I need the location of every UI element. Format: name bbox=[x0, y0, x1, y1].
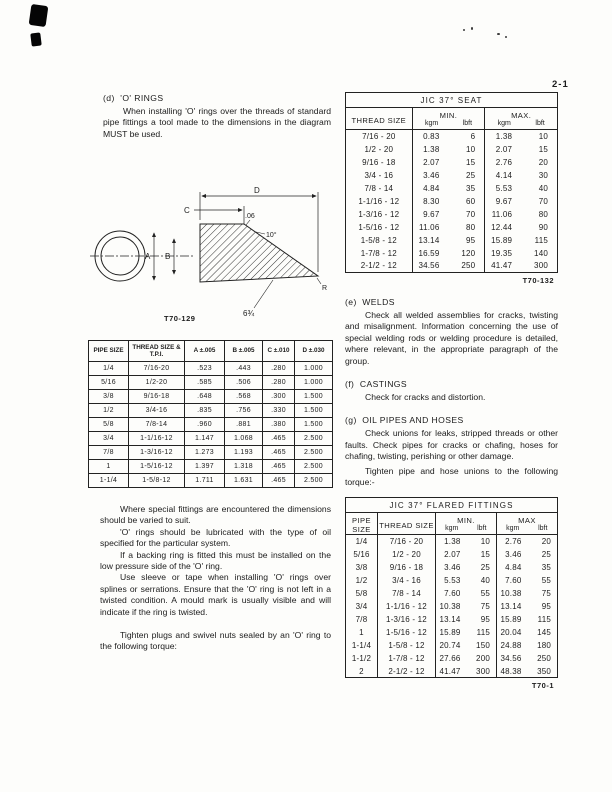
table-cell: .506 bbox=[225, 376, 263, 390]
table-cell: 25 bbox=[480, 562, 490, 572]
table-cell: 7/16 - 20 bbox=[362, 131, 396, 141]
table-cell: 7/8 bbox=[89, 446, 129, 460]
table-cell: 7.60 bbox=[436, 587, 468, 600]
left-column-text bbox=[100, 504, 331, 653]
unit-header: lbft bbox=[523, 120, 557, 130]
table-cell: 115 bbox=[476, 627, 490, 637]
table-cell: 35 bbox=[541, 562, 552, 572]
table-cell: 2.500 bbox=[295, 474, 333, 488]
table-cell: 13.14 bbox=[497, 600, 529, 613]
table-cell: 55 bbox=[541, 575, 552, 585]
table-cell: 16.59 bbox=[412, 247, 450, 260]
table-cell: 350 bbox=[537, 666, 552, 676]
table-cell: 1.193 bbox=[225, 446, 263, 460]
table-row bbox=[89, 362, 333, 376]
table-cell: 250 bbox=[537, 653, 552, 663]
table-cell: .330 bbox=[263, 404, 295, 418]
table-cell: 3/8 bbox=[355, 562, 368, 572]
column-header: C ±.010 bbox=[263, 341, 295, 362]
table-cell: 140 bbox=[534, 248, 548, 258]
column-header: PIPE SIZE bbox=[89, 341, 129, 362]
table-cell: 1/2 bbox=[355, 575, 368, 585]
table-cell: 1-1/16 - 12 bbox=[378, 600, 436, 613]
table-row bbox=[89, 474, 333, 488]
table-cell: .756 bbox=[225, 404, 263, 418]
table-cell: 40 bbox=[538, 183, 548, 193]
table-cell: 7.60 bbox=[497, 574, 529, 587]
table-row bbox=[346, 195, 558, 208]
scan-artifact bbox=[505, 36, 507, 38]
table-row bbox=[89, 418, 333, 432]
oring-tool-diagram-drawing bbox=[88, 180, 332, 332]
table-cell: 2.500 bbox=[295, 432, 333, 446]
table-cell: .443 bbox=[225, 362, 263, 376]
table-cell: 1.068 bbox=[225, 432, 263, 446]
section-g-paragraph: Check unions for leaks, stripped threads or other faults. Check pipes for cracks or chafing, hoses for chafing, twisting, perishing or other damage. bbox=[345, 428, 558, 462]
scan-artifact bbox=[30, 32, 42, 46]
table-row bbox=[346, 208, 558, 221]
table-cell: 7/16-20 bbox=[129, 362, 185, 376]
table-cell: 3/4 bbox=[355, 601, 368, 611]
column-header: MAX. bbox=[485, 108, 558, 121]
table-row bbox=[346, 652, 558, 665]
table-cell: 7/8 - 14 bbox=[378, 587, 436, 600]
table-row bbox=[346, 574, 558, 587]
table-cell: 75 bbox=[480, 601, 490, 611]
table-cell: 7/8 - 14 bbox=[364, 183, 394, 193]
table-cell: 24.88 bbox=[497, 639, 529, 652]
table-cell: 5.53 bbox=[436, 574, 468, 587]
section-g-heading: (g) OIL PIPES AND HOSES bbox=[345, 415, 464, 426]
table-cell: 1-5/16 - 12 bbox=[358, 222, 400, 232]
table-cell: .648 bbox=[185, 390, 225, 404]
table-cell: 25 bbox=[541, 549, 552, 559]
table-cell: 1.38 bbox=[412, 143, 450, 156]
table-cell: .465 bbox=[263, 446, 295, 460]
table-row bbox=[346, 221, 558, 234]
table-cell: 1-5/8 - 12 bbox=[360, 235, 397, 245]
column-header: THREAD SIZE bbox=[378, 513, 436, 535]
unit-header: lbft bbox=[468, 525, 497, 535]
table-cell: 2 bbox=[359, 666, 364, 676]
table-cell: 1/2 bbox=[89, 404, 129, 418]
table-row bbox=[346, 130, 558, 143]
table-cell: .465 bbox=[263, 432, 295, 446]
table-cell: 15.89 bbox=[485, 234, 523, 247]
paragraph: Where special fittings are encountered the dimensions should be varied to suit. bbox=[100, 504, 331, 526]
table-cell: 34.56 bbox=[497, 652, 529, 665]
table-row bbox=[89, 390, 333, 404]
table-cell: .300 bbox=[263, 390, 295, 404]
table-cell: 1.38 bbox=[436, 535, 468, 548]
table-cell: 3/4 bbox=[89, 432, 129, 446]
table-title: JIC 37° SEAT bbox=[346, 93, 558, 108]
table-row bbox=[89, 376, 333, 390]
table-cell: 0.83 bbox=[412, 130, 450, 143]
scan-artifact bbox=[29, 4, 49, 27]
table-cell: 4.14 bbox=[485, 169, 523, 182]
table-title: JIC 37° FLARED FITTINGS bbox=[346, 498, 558, 513]
table-cell: 12.44 bbox=[485, 221, 523, 234]
table-cell: 1.397 bbox=[185, 460, 225, 474]
table-cell: 200 bbox=[476, 653, 490, 663]
table-cell: 20 bbox=[541, 537, 552, 547]
table-cell: 1.38 bbox=[485, 130, 523, 143]
table-cell: 115 bbox=[534, 235, 548, 245]
table-cell: 19.35 bbox=[485, 247, 523, 260]
table-cell: 1.631 bbox=[225, 474, 263, 488]
dimension-table-body bbox=[89, 362, 333, 488]
table-row bbox=[89, 432, 333, 446]
table-row bbox=[346, 234, 558, 247]
table-row bbox=[346, 613, 558, 626]
column-header: THREAD SIZE & T.P.I. bbox=[129, 341, 185, 362]
paragraph: Use sleeve or tape when installing 'O' rings over splines or serrations. Ensure that the 'O' ring is not left in a twisted condition. A mould mark is usually visible and will indicate if the ring is twisted. bbox=[100, 572, 331, 617]
scan-artifact bbox=[471, 27, 473, 30]
table-cell: 3.46 bbox=[412, 169, 450, 182]
table-cell: .465 bbox=[263, 460, 295, 474]
oring-tool-diagram bbox=[88, 180, 332, 332]
table-cell: 1/2 - 20 bbox=[364, 144, 394, 154]
table-cell: 5/16 bbox=[89, 376, 129, 390]
table-cell: 20.04 bbox=[497, 626, 529, 639]
table-cell: 300 bbox=[534, 261, 548, 271]
column-header: MAX bbox=[497, 513, 558, 526]
table-cell: .585 bbox=[185, 376, 225, 390]
table-row bbox=[346, 260, 558, 273]
unit-header: lbft bbox=[529, 525, 558, 535]
dim-b-label: B bbox=[165, 252, 171, 261]
unit-header: kgm bbox=[497, 525, 529, 535]
unit-header: lbft bbox=[450, 120, 484, 130]
table-cell: 2.500 bbox=[295, 446, 333, 460]
table-cell: 7/16 - 20 bbox=[378, 535, 436, 548]
table-cell: 10 bbox=[538, 131, 548, 141]
table-cell: 1.273 bbox=[185, 446, 225, 460]
column-header: A ±.005 bbox=[185, 341, 225, 362]
table-cell: 30 bbox=[538, 170, 548, 180]
table-cell: .465 bbox=[263, 474, 295, 488]
table-cell: 9/16 - 18 bbox=[362, 157, 396, 167]
table-cell: 1-7/8 - 12 bbox=[378, 652, 436, 665]
table-cell: 2-1/2 - 12 bbox=[360, 261, 397, 271]
table-cell: 9/16 - 18 bbox=[378, 561, 436, 574]
section-f-paragraph: Check for cracks and distortion. bbox=[365, 392, 486, 403]
table-cell: 1.500 bbox=[295, 418, 333, 432]
table-cell: 1/2-20 bbox=[129, 376, 185, 390]
seat-table-body bbox=[346, 130, 558, 273]
table-row bbox=[346, 247, 558, 260]
table-cell: 3.46 bbox=[497, 548, 529, 561]
table-cell: 80 bbox=[465, 222, 476, 232]
table-cell: 95 bbox=[541, 601, 552, 611]
column-header: THREAD SIZE bbox=[346, 108, 413, 130]
table-cell: 80 bbox=[538, 209, 548, 219]
table-cell: 1.147 bbox=[185, 432, 225, 446]
table-cell: 4.84 bbox=[412, 182, 450, 195]
table-cell: 6 bbox=[470, 131, 476, 141]
table-cell: 2.76 bbox=[497, 535, 529, 548]
right-column bbox=[345, 92, 558, 690]
table-cell: 4.84 bbox=[497, 561, 529, 574]
section-e-paragraph: Check all welded assemblies for cracks, twisting and misalignment. Information concerning the use of special welding rods or welding procedure is detailed, where relevant, in the appropriate paragraph of the group. bbox=[345, 310, 558, 366]
table-cell: 3/4-16 bbox=[129, 404, 185, 418]
jic-flared-fittings-table bbox=[345, 497, 558, 678]
angle-label: 10° bbox=[266, 232, 277, 239]
table-cell: 1-3/16-12 bbox=[129, 446, 185, 460]
table-caption: T70-1 bbox=[531, 681, 554, 691]
table-cell: 10.38 bbox=[497, 587, 529, 600]
table-cell: 27.66 bbox=[436, 652, 468, 665]
chamfer-dim-label: .06 bbox=[245, 213, 255, 220]
table-row bbox=[346, 639, 558, 652]
table-cell: 35 bbox=[465, 183, 476, 193]
table-cell: 9.67 bbox=[485, 195, 523, 208]
section-d-heading: (d) 'O' RINGS bbox=[103, 93, 164, 103]
table-cell: .881 bbox=[225, 418, 263, 432]
diagram-caption: T70-129 bbox=[164, 314, 196, 323]
table-cell: 1.711 bbox=[185, 474, 225, 488]
column-header: D ±.030 bbox=[295, 341, 333, 362]
table-cell: 10 bbox=[480, 537, 490, 547]
table-cell: 15 bbox=[538, 144, 548, 154]
table-row bbox=[346, 535, 558, 548]
table-cell: 1-5/8 - 12 bbox=[378, 639, 436, 652]
column-header: PIPE SIZE bbox=[346, 513, 378, 535]
dim-c-label: C bbox=[184, 206, 190, 215]
table-row bbox=[346, 143, 558, 156]
jic-seat-table bbox=[345, 92, 558, 273]
column-header: MIN. bbox=[412, 108, 485, 121]
table-cell: 120 bbox=[461, 248, 476, 258]
table-cell: 7/8 bbox=[355, 614, 368, 624]
table-cell: 115 bbox=[537, 614, 552, 624]
table-cell: .835 bbox=[185, 404, 225, 418]
dim-d-label: D bbox=[254, 186, 260, 195]
table-cell: 2.07 bbox=[412, 156, 450, 169]
table-cell: 180 bbox=[537, 640, 552, 650]
table-cell: 11.06 bbox=[485, 208, 523, 221]
table-cell: 13.14 bbox=[412, 234, 450, 247]
section-e-heading: (e) WELDS bbox=[345, 297, 395, 307]
section-d-paragraph: When installing 'O' rings over the threads of standard pipe fittings a tool made to the dimensions in the diagram MUST be used. bbox=[103, 106, 331, 139]
table-cell: 1-5/16 - 12 bbox=[378, 626, 436, 639]
table-cell: 48.38 bbox=[497, 665, 529, 678]
table-cell: 3/4 - 16 bbox=[364, 170, 394, 180]
table-cell: 150 bbox=[476, 640, 490, 650]
table-cell: 1.000 bbox=[295, 376, 333, 390]
table-cell: 1 bbox=[89, 460, 129, 474]
table-cell: 250 bbox=[461, 261, 476, 271]
table-cell: 41.47 bbox=[485, 260, 523, 273]
table-cell: 1-1/4 bbox=[351, 640, 372, 650]
table-cell: 1-3/16 - 12 bbox=[358, 209, 400, 219]
scan-artifact bbox=[463, 29, 465, 31]
paragraph: If a backing ring is fitted this must be installed on the low pressure side of the 'O' ring. bbox=[100, 549, 331, 572]
table-row bbox=[346, 600, 558, 613]
table-row bbox=[89, 460, 333, 474]
table-row bbox=[346, 169, 558, 182]
scan-artifact bbox=[497, 33, 500, 35]
table-cell: 3/8 bbox=[89, 390, 129, 404]
dimension-table-header-row bbox=[89, 341, 333, 362]
table-cell: 5/8 bbox=[355, 588, 368, 598]
table-cell: 8.30 bbox=[412, 195, 450, 208]
flared-table-body bbox=[346, 535, 558, 678]
table-cell: 7/8-14 bbox=[129, 418, 185, 432]
table-row bbox=[89, 404, 333, 418]
table-row bbox=[346, 626, 558, 639]
table-cell: 145 bbox=[537, 627, 552, 637]
table-cell: 1/4 bbox=[355, 537, 368, 547]
paragraph: 'O' rings should be lubricated with the type of oil specified for the particular system. bbox=[100, 526, 331, 549]
table-cell: .523 bbox=[185, 362, 225, 376]
table-cell: 15.89 bbox=[436, 626, 468, 639]
table-cell: 34.56 bbox=[412, 260, 450, 273]
table-cell: 1.318 bbox=[225, 460, 263, 474]
table-cell: 10 bbox=[465, 144, 476, 154]
column-header: MIN. bbox=[436, 513, 497, 526]
table-cell: .568 bbox=[225, 390, 263, 404]
table-row bbox=[346, 587, 558, 600]
table-cell: 70 bbox=[465, 209, 476, 219]
table-row bbox=[346, 156, 558, 169]
table-cell: 95 bbox=[480, 614, 490, 624]
dim-a-label: A bbox=[145, 252, 151, 261]
table-cell: 3/4 - 16 bbox=[378, 574, 436, 587]
table-cell: 1-1/2 bbox=[351, 653, 372, 663]
table-cell: 1/2 - 20 bbox=[378, 548, 436, 561]
table-cell: 15.89 bbox=[497, 613, 529, 626]
table-cell: 15 bbox=[480, 549, 490, 559]
taper-label: 6¾ bbox=[243, 309, 255, 318]
table-cell: 2.76 bbox=[485, 156, 523, 169]
unit-header: kgm bbox=[436, 525, 468, 535]
table-cell: 2.500 bbox=[295, 460, 333, 474]
unit-header: kgm bbox=[412, 120, 450, 130]
table-cell: 3.46 bbox=[436, 561, 468, 574]
table-cell: 1-1/16-12 bbox=[129, 432, 185, 446]
table-cell: 15 bbox=[465, 157, 476, 167]
table-caption: T70-132 bbox=[522, 276, 554, 285]
section-f-heading: (f) CASTINGS bbox=[345, 379, 408, 390]
table-row bbox=[346, 561, 558, 574]
table-cell: 25 bbox=[465, 170, 476, 180]
table-cell: 5/16 bbox=[353, 549, 370, 559]
table-cell: 9/16-18 bbox=[129, 390, 185, 404]
table-cell: 2-1/2 - 12 bbox=[378, 665, 436, 678]
table-cell: 1-7/8 - 12 bbox=[360, 248, 397, 258]
table-row bbox=[346, 665, 558, 678]
table-row bbox=[89, 446, 333, 460]
table-cell: 11.06 bbox=[412, 221, 450, 234]
table-cell: 60 bbox=[465, 196, 476, 206]
table-cell: 2.07 bbox=[436, 548, 468, 561]
table-cell: 90 bbox=[538, 222, 548, 232]
page-number: 2-1 bbox=[552, 79, 569, 90]
table-cell: 75 bbox=[541, 588, 552, 598]
table-cell: 1.500 bbox=[295, 390, 333, 404]
table-cell: 41.47 bbox=[436, 665, 468, 678]
table-cell: 1-1/16 - 12 bbox=[358, 196, 400, 206]
table-cell: 2.07 bbox=[485, 143, 523, 156]
section-g-paragraph: Tighten pipe and hose unions to the following torque:- bbox=[345, 465, 558, 488]
table-cell: 10.38 bbox=[436, 600, 468, 613]
table-cell: .960 bbox=[185, 418, 225, 432]
radius-label: R bbox=[322, 285, 328, 292]
table-cell: 1-3/16 - 12 bbox=[378, 613, 436, 626]
table-cell: .280 bbox=[263, 362, 295, 376]
table-cell: 20 bbox=[538, 157, 548, 167]
unit-header: kgm bbox=[485, 120, 523, 130]
table-cell: 1.500 bbox=[295, 404, 333, 418]
table-cell: .280 bbox=[263, 376, 295, 390]
table-cell: 1-5/16-12 bbox=[129, 460, 185, 474]
table-cell: 1 bbox=[359, 627, 364, 637]
table-cell: 9.67 bbox=[412, 208, 450, 221]
table-cell: 40 bbox=[480, 575, 490, 585]
table-cell: .380 bbox=[263, 418, 295, 432]
table-cell: 20.74 bbox=[436, 639, 468, 652]
table-cell: 300 bbox=[476, 666, 490, 676]
table-cell: 1-1/4 bbox=[89, 474, 129, 488]
table-cell: 1-5/8-12 bbox=[129, 474, 185, 488]
table-row bbox=[346, 548, 558, 561]
table-cell: 70 bbox=[538, 196, 548, 206]
tool-dimension-table bbox=[88, 340, 333, 488]
table-cell: 1.000 bbox=[295, 362, 333, 376]
table-cell: 1/4 bbox=[89, 362, 129, 376]
column-header: B ±.005 bbox=[225, 341, 263, 362]
paragraph: Tighten plugs and swivel nuts sealed by an 'O' ring to the following torque: bbox=[100, 630, 331, 652]
table-row bbox=[346, 182, 558, 195]
table-cell: 5/8 bbox=[89, 418, 129, 432]
table-cell: 5.53 bbox=[485, 182, 523, 195]
table-cell: 95 bbox=[465, 235, 476, 245]
table-cell: 13.14 bbox=[436, 613, 468, 626]
table-cell: 55 bbox=[480, 588, 490, 598]
